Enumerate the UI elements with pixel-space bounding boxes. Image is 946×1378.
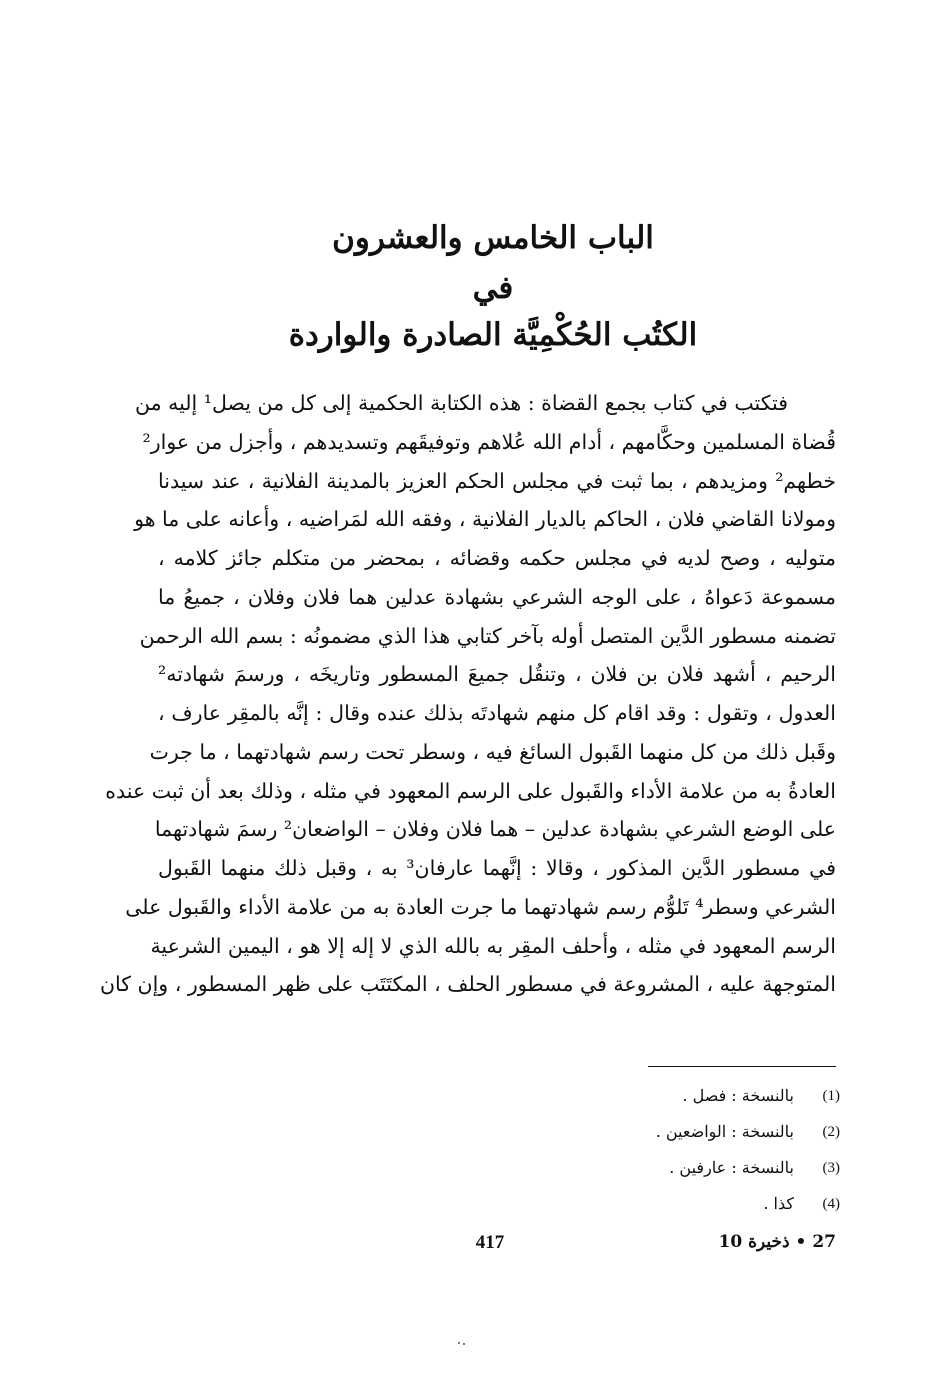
footnote-text: كذا . (763, 1194, 794, 1213)
body-line: في مسطور الدَّين المذكور ، وقالا : إنَّهما عارفان³ به ، وقبل ذلك منهما القَبول (158, 856, 837, 880)
footnote-number: (3) (822, 1160, 840, 1176)
body-line: الرحيم ، أشهد فلان بن فلان ، وتنقُل جميعَ المسطور وتاريخَه ، ورسمَ شهادته² (158, 662, 836, 687)
body-line: على الوضع الشرعي بشهادة عدلين – هما فلان وفلان – الواضعان² رسمَ شهادتهما (154, 817, 836, 842)
footnote-item (440, 1150, 840, 1186)
body-line: المتوجهة عليه ، المشروعة في مسطور الحلف ، المكتَتَب على ظهر المسطور ، وإن كان (99, 972, 836, 997)
body-line: متوليه ، وصح لديه في مجلس حكمه وقضائه ، بمحضر من متكلم جائز كلامه ، (158, 546, 836, 570)
body-line: وقَبل ذلك من كل منهما القَبول السائغ فيه ، وسطر تحت رسم شهادتهما ، ما جرت (149, 739, 836, 764)
body-line: ومولانا القاضي فلان ، الحاكم بالديار الفلانية ، وفقه الله لمَراضيه ، وأعانه على ما هو (134, 507, 836, 532)
body-line: العادةُ به من علامة الأداء والقَبول على الرسم المعهود في مثله ، وذلك بعد أن ثبت عنده (105, 778, 836, 803)
footnote-number: (2) (822, 1124, 840, 1140)
footnote-item (440, 1078, 840, 1114)
chapter-title: الباب الخامس والعشرون (332, 220, 654, 256)
page-number: 417 (475, 1232, 505, 1253)
body-line: فتكتب في كتاب بجمع القضاة : هذه الكتابة الحكمية إلى كل من يصل¹ إليه من (135, 391, 788, 415)
body-line: الرسم المعهود في مثله ، وأحلف المقِر به بالله الذي لا إله إلا هو ، اليمين الشرعية (150, 933, 836, 958)
footnote-item (440, 1186, 840, 1222)
body-line: خطهم² ومزيدهم ، بما ثبت في مجلس الحكم العزيز بالمدينة الفلانية ، عند سيدنا (158, 468, 836, 493)
chapter-title-connector: في (472, 270, 514, 306)
footnote-text: بالنسخة : عارفين . (669, 1158, 794, 1177)
scan-speck (458, 1342, 466, 1345)
footnote-text: بالنسخة : فصل . (682, 1086, 794, 1105)
body-line: مسموعة دَعواهُ ، على الوجه الشرعي بشهادة عدلين هما فلان وفلان ، جميعُ ما (158, 584, 836, 609)
footnote-text: بالنسخة : الواضعين . (655, 1122, 794, 1141)
body-paragraph (99, 384, 837, 1004)
footnote-item (440, 1114, 840, 1150)
footnote-number: (1) (822, 1088, 840, 1104)
body-line: قُضاة المسلمين وحكَّامهم ، أدام الله عُلاهم وتوفيقَهم وتسديدهم ، وأجزل من عوار² (142, 429, 836, 454)
body-line: العدول ، وتقول : وقد اقام كل منهم شهادتَه بذلك عنده وقال : إنَّه بالمقِر عارف ، (158, 701, 836, 725)
footnote-divider (648, 1066, 836, 1067)
chapter-subtitle: الكتُب الحُكْمِيَّة الصادرة والواردة (288, 317, 698, 353)
footnote-number: (4) (822, 1196, 840, 1212)
printer-signature: 27 • ذخيرة 10 (718, 1232, 836, 1252)
footnotes-list (440, 1078, 840, 1222)
body-line: تضمنه مسطور الدَّين المتصل أوله بآخر كتابي هذا الذي مضمونُه : بسم الله الرحمن (139, 623, 836, 648)
body-line: الشرعي وسطر⁴ تَلوُّم رسم شهادتهما ما جرت العادة به من علامة الأداء والقَبول على (125, 894, 836, 919)
